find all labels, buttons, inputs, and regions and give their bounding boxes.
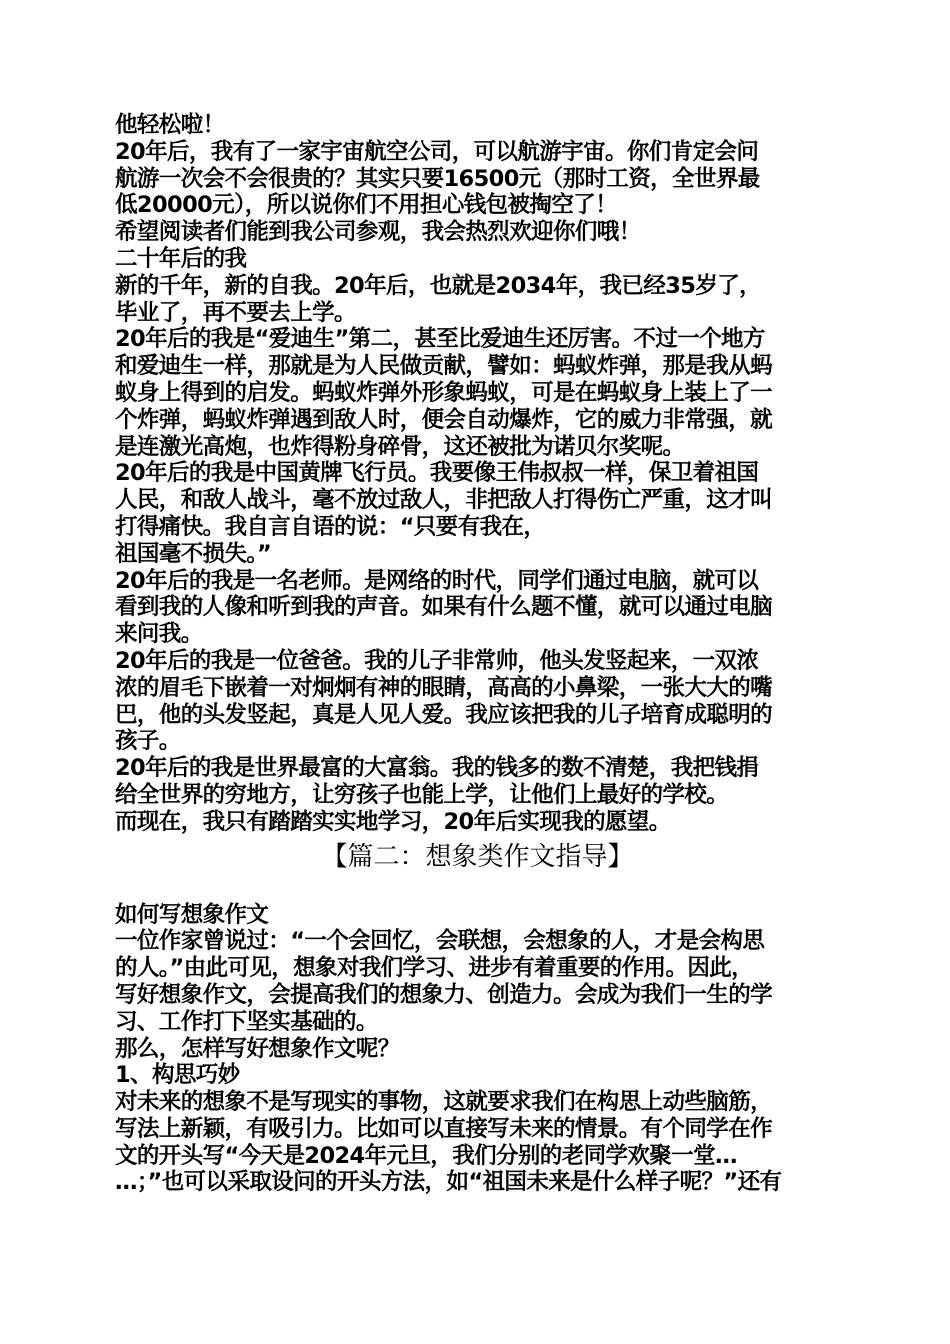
text-line: 浓的眉毛下嵌着一对炯炯有神的眼睛，高高的小鼻梁，一张大大的嘴: [115, 674, 773, 701]
text-line: 祖国毫不损失。”: [115, 540, 272, 567]
essay-heading: 二十年后的我: [115, 245, 247, 272]
text-line: 希望阅读者们能到我公司参观，我会热烈欢迎你们哦！: [115, 219, 641, 246]
section-title: 【篇二：想象类作文指导】: [321, 841, 634, 872]
text-line: 巴，他的头发竖起，真是人见人爱。我应该把我的儿子培育成聪明的: [115, 701, 773, 728]
text-line: 写法上新颖，有吸引力。比如可以直接写未来的情景。有个同学在作: [115, 1115, 773, 1142]
text-line: 他轻松啦！: [115, 112, 225, 138]
text-line: 20年后的我是“爱迪生”第二，甚至比爱迪生还厉害。不过一个地方: [115, 326, 765, 353]
text-line: 写好想象作文，会提高我们的想象力、创造力。会成为我们一生的学: [115, 981, 773, 1008]
text-line: …；”也可以采取设问的开头方法，如“祖国未来是什么样子呢？”还有: [115, 1169, 782, 1196]
text-line: 看到我的人像和听到我的声音。如果有什么题不懂，就可以通过电脑: [115, 594, 773, 621]
text-line: 来问我。: [115, 621, 203, 648]
text-line: 20年后的我是一名老师。是网络的时代，同学们通过电脑，就可以: [115, 567, 759, 594]
text-line: 20年后的我是一位爸爸。我的儿子非常帅，他头发竖起来，一双浓: [115, 647, 759, 674]
text-line: 20年后的我是中国黄牌飞行员。我要像王伟叔叔一样，保卫着祖国: [115, 460, 759, 487]
text-line: 对未来的想象不是写现实的事物，这就要求我们在构思上动些脑筋，: [115, 1089, 773, 1116]
text-line: 新的千年，新的自我。20年后，也就是2034年，我已经35岁了，: [115, 272, 762, 299]
text-line: 个炸弹，蚂蚁炸弹遇到敌人时，便会自动爆炸，它的威力非常强，就: [115, 406, 773, 433]
text-line: 文的开头写“今天是2024年元旦，我们分别的老同学欢聚一堂…: [115, 1142, 737, 1169]
essay-part-two: [115, 902, 840, 1197]
text-line: 航游一次会不会很贵的？其实只要16500元（那时工资，全世界最: [115, 165, 760, 192]
essay-heading: 如何写想象作文: [115, 901, 269, 928]
text-line: 习、工作打下坚实基础的。: [115, 1008, 378, 1035]
text-line: 20年后，我有了一家宇宙航空公司，可以航游宇宙。你们肯定会问: [115, 138, 759, 165]
document-page: [115, 112, 840, 1196]
text-line: 蚁身上得到的启发。蚂蚁炸弹外形象蚂蚁，可是在蚂蚁身上装上了一: [115, 379, 773, 406]
text-line: 一位作家曾说过：“一个会回忆，会联想，会想象的人，才是会构思: [115, 928, 765, 955]
text-line: 毕业了，再不要去上学。: [115, 299, 356, 326]
text-line: 20年后的我是世界最富的大富翁。我的钱多的数不清楚，我把钱捐: [115, 755, 759, 782]
text-line: 打得痛快。我自言自语的说：“只要有我在，: [115, 513, 546, 540]
text-line: 低20000元），所以说你们不用担心钱包被掏空了！: [115, 192, 618, 219]
subheading: 1、构思巧妙: [115, 1062, 240, 1089]
text-line: 和爱迪生一样，那就是为人民做贡献，譬如：蚂蚁炸弹，那是我从蚂: [115, 353, 773, 380]
essay-part-one: [115, 112, 840, 836]
text-line: 而现在，我只有踏踏实实地学习，20年后实现我的愿望。: [115, 808, 671, 835]
text-line: 的人。”由此可见，想象对我们学习、进步有着重要的作用。因此，: [115, 955, 754, 982]
text-line: 人民，和敌人战斗，毫不放过敌人，非把敌人打得伤亡严重，这才叫: [115, 487, 773, 514]
text-line: 那么，怎样写好想象作文呢？: [115, 1035, 400, 1062]
text-line: 孩子。: [115, 728, 181, 755]
text-line: 给全世界的穷地方，让穷孩子也能上学，让他们上最好的学校。: [115, 781, 729, 808]
text-line: 是连激光高炮，也炸得粉身碎骨，这还被批为诺贝尔奖呢。: [115, 433, 685, 460]
